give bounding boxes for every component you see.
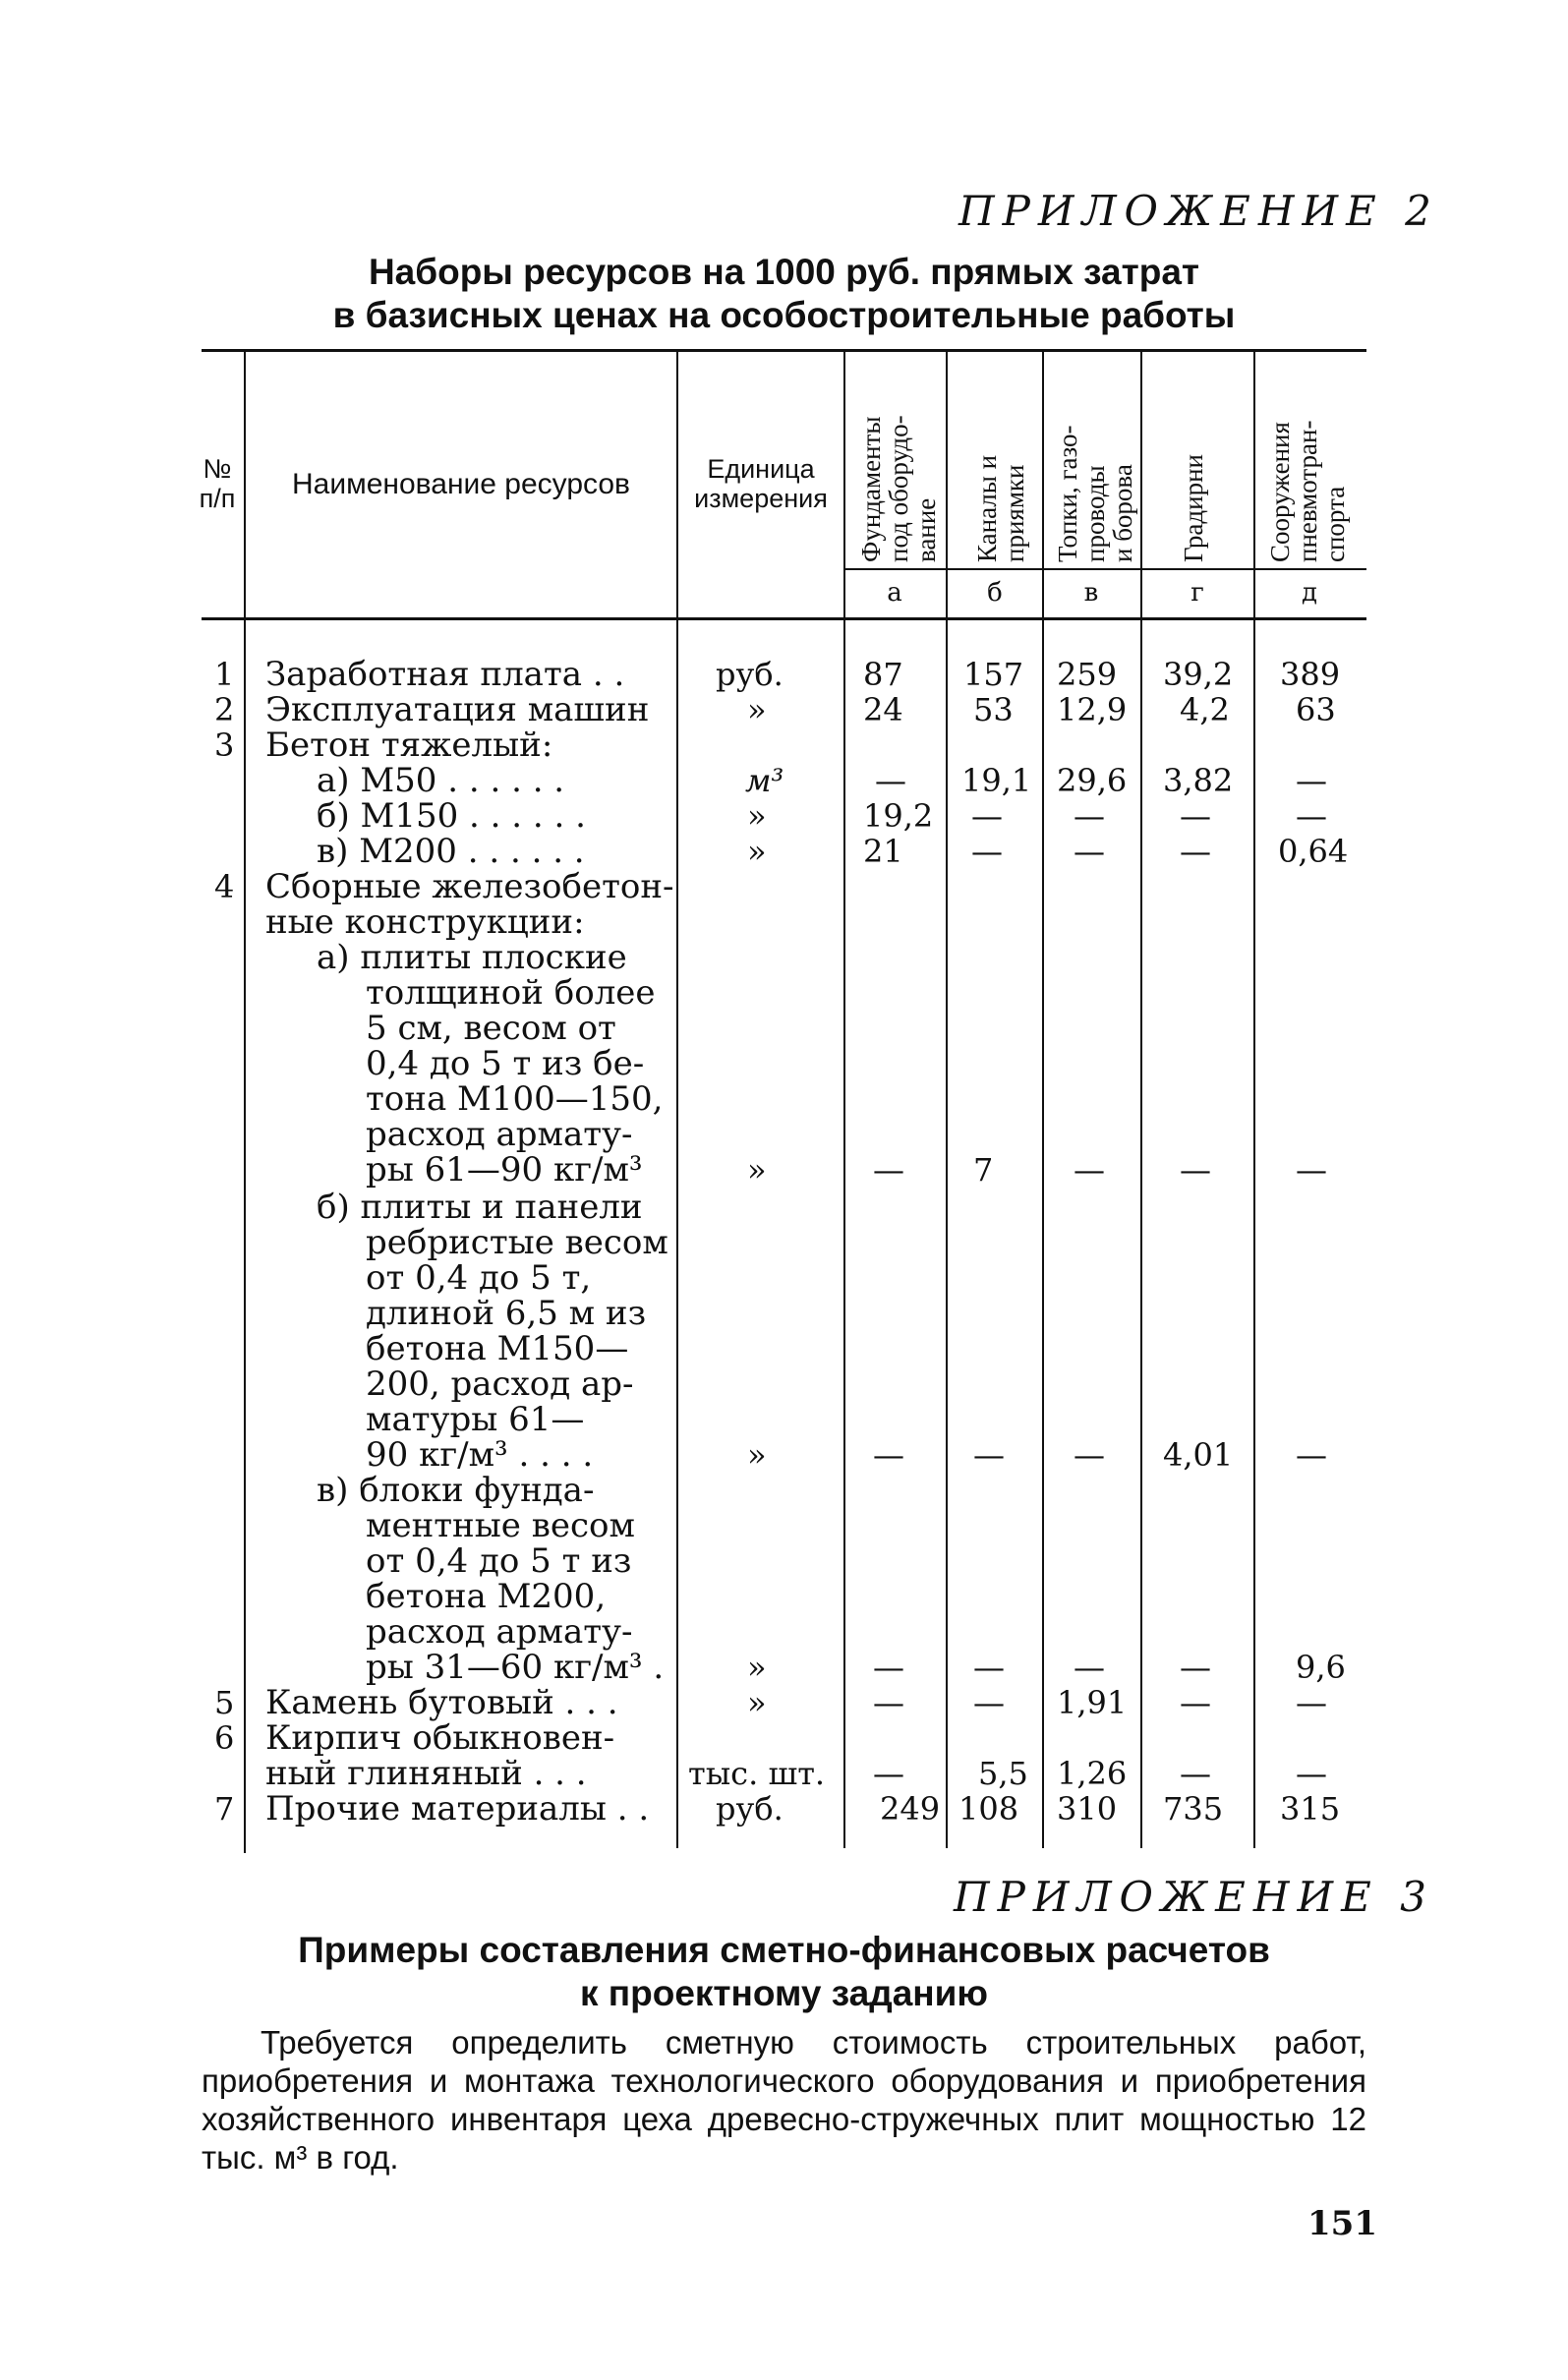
resource-name-line: Сборные железобетон-	[265, 867, 674, 906]
resource-name-line: ры 31—60 кг/м³ .	[366, 1648, 665, 1687]
unit: »	[747, 1436, 767, 1474]
section-title	[0, 1929, 1568, 2015]
col-rule-6	[1140, 349, 1142, 1848]
value-d: —	[1180, 1755, 1211, 1792]
resource-name-line: от 0,4 до 5 т,	[366, 1258, 592, 1298]
resource-name-line: расход армату-	[366, 1612, 633, 1652]
body-paragraph: Требуется определить сметную стоимость строительных работ, приобретения и монтажа технологического оборудования и приобретения хозяйственного инвентаря цеха древесно-стружечных плит мощностью 12 тыс. м³ в год.	[202, 2024, 1366, 2176]
resource-name-line: матуры 61—	[366, 1400, 585, 1439]
row-num: 2	[214, 691, 235, 728]
value-d: 735	[1163, 1790, 1224, 1828]
resource-name-line: ные конструкции:	[265, 902, 585, 942]
resource-name: Заработная плата . .	[265, 655, 625, 694]
col-letter-b: б	[987, 578, 1003, 608]
resource-name-line: 0,4 до 5 т из бе-	[366, 1044, 645, 1083]
value-e: —	[1296, 797, 1327, 835]
resource-name: а) М50 . . . . . .	[317, 761, 565, 800]
section-title-line2: к проектному заданию	[579, 1973, 988, 2013]
value-d: —	[1180, 833, 1211, 870]
value-c: —	[1074, 797, 1105, 835]
value-b: 108	[958, 1790, 1019, 1828]
value-c: 29,6	[1057, 762, 1128, 799]
section-title-line1: Примеры составления сметно-финансовых расчетов	[298, 1930, 1270, 1970]
resource-name-line: ры 61—90 кг/м³	[366, 1150, 643, 1190]
unit: м³	[745, 762, 784, 799]
resource-name-line: а) плиты плоские	[317, 938, 627, 977]
value-b: 7	[973, 1151, 994, 1189]
resource-name-line: ный глиняный . . .	[265, 1754, 587, 1793]
unit: »	[747, 833, 767, 870]
unit: »	[747, 1649, 767, 1686]
col-rule-4	[946, 349, 948, 1848]
page-number: 151	[1307, 2204, 1377, 2243]
header-bottom-rule	[202, 617, 1366, 620]
header-col-b: Каналы и приямки	[972, 454, 1029, 562]
value-a: —	[873, 1755, 904, 1792]
row-num: 1	[214, 656, 235, 693]
value-b: 53	[973, 691, 1014, 728]
header-name: Наименование ресурсов	[292, 468, 630, 500]
value-d: 39,2	[1163, 656, 1234, 693]
header-unit: Единица измерения	[694, 454, 828, 513]
header-col-a: Фундаменты под оборудо- вание	[856, 415, 941, 562]
resource-name: в) М200 . . . . . .	[317, 832, 585, 871]
appendix-3-label: ПРИЛОЖЕНИЕ 3	[954, 1873, 1434, 1921]
value-c: —	[1074, 833, 1105, 870]
col-rule-2	[676, 349, 678, 1848]
value-b: —	[971, 797, 1003, 835]
row-num: 3	[214, 726, 235, 764]
row-num: 7	[214, 1790, 235, 1828]
value-e: 63	[1296, 691, 1336, 728]
unit: »	[747, 1684, 767, 1721]
value-a: —	[873, 1649, 904, 1686]
value-e: —	[1296, 1755, 1327, 1792]
col-letter-e: д	[1301, 578, 1317, 608]
value-a: 24	[863, 691, 903, 728]
value-d: 4,01	[1163, 1436, 1234, 1474]
unit: »	[747, 691, 767, 728]
header-col-c: Топки, газо- проводы и борова	[1053, 425, 1137, 562]
value-c: —	[1074, 1649, 1105, 1686]
resource-name-line: в) блоки фунда-	[317, 1471, 595, 1510]
value-b: —	[973, 1436, 1005, 1474]
value-e: 315	[1280, 1790, 1341, 1828]
value-b: —	[973, 1684, 1005, 1721]
value-a: —	[875, 762, 906, 799]
value-c: —	[1074, 1436, 1105, 1474]
table-title	[0, 251, 1568, 337]
resource-name-line: б) плиты и панели	[317, 1188, 643, 1227]
table-title-line1: Наборы ресурсов на 1000 руб. прямых затрат	[368, 252, 1200, 292]
row-num: 4	[214, 868, 235, 905]
col-rule-7	[1253, 349, 1255, 1848]
value-d: 4,2	[1180, 691, 1230, 728]
value-b: —	[971, 833, 1003, 870]
col-letter-d: г	[1191, 578, 1204, 608]
value-a: 249	[880, 1790, 941, 1828]
value-c: 310	[1057, 1790, 1118, 1828]
row-num: 5	[214, 1684, 235, 1721]
resource-name: Эксплуатация машин	[265, 690, 650, 729]
value-d: —	[1180, 1151, 1211, 1189]
resource-name-line: Кирпич обыкновен-	[265, 1718, 615, 1758]
unit: руб.	[716, 656, 784, 693]
value-a: 21	[863, 833, 903, 870]
header-col-e: Сооружения пневмотран- спорта	[1265, 420, 1350, 562]
resource-name-line: расход армату-	[366, 1115, 633, 1154]
col-letter-a: а	[887, 578, 902, 608]
unit: »	[747, 797, 767, 835]
resource-name-line: ребристые весом	[366, 1223, 668, 1262]
value-a: —	[873, 1151, 904, 1189]
value-e: 0,64	[1278, 833, 1349, 870]
value-d: —	[1180, 1649, 1211, 1686]
appendix-2-label: ПРИЛОЖЕНИЕ 2	[958, 187, 1439, 235]
value-a: —	[873, 1436, 904, 1474]
value-c: —	[1074, 1151, 1105, 1189]
unit: руб.	[716, 1790, 784, 1828]
resource-name: Прочие материалы . .	[265, 1789, 650, 1829]
value-a: 19,2	[863, 797, 934, 835]
value-b: —	[973, 1649, 1005, 1686]
resource-name: Камень бутовый . . .	[265, 1683, 618, 1722]
unit: »	[747, 1151, 767, 1189]
header-num: № п/п	[199, 454, 236, 513]
row-num: 6	[214, 1719, 235, 1757]
resource-name-line: бетона М150—	[366, 1329, 629, 1368]
resource-name-line: тона М100—150,	[366, 1079, 664, 1119]
value-c: 12,9	[1057, 691, 1128, 728]
col-rule-3	[843, 349, 845, 1848]
value-e: —	[1296, 762, 1327, 799]
value-e: —	[1296, 1436, 1327, 1474]
resource-name-line: ментные весом	[366, 1506, 635, 1545]
value-a: 87	[863, 656, 903, 693]
letters-rule	[843, 568, 1366, 570]
unit: тыс. шт.	[688, 1755, 826, 1792]
value-a: —	[873, 1684, 904, 1721]
header-col-d: Градирни	[1179, 454, 1208, 562]
value-e: 389	[1280, 656, 1341, 693]
value-d: —	[1180, 1684, 1211, 1721]
col-letter-c: в	[1083, 578, 1099, 608]
resource-name-line: 200, расход ар-	[366, 1364, 634, 1404]
value-d: 3,82	[1163, 762, 1234, 799]
value-c: 1,26	[1057, 1755, 1128, 1792]
resource-name-line: 5 см, весом от	[366, 1009, 616, 1048]
table-top-rule	[202, 349, 1366, 352]
resource-name-line: бетона М200,	[366, 1577, 607, 1616]
value-d: —	[1180, 797, 1211, 835]
col-rule-1	[244, 349, 246, 1853]
value-b: 5,5	[978, 1755, 1028, 1792]
resource-name-line: толщиной более	[366, 973, 656, 1013]
table-title-line2: в базисных ценах на особостроительные работы	[332, 295, 1236, 335]
value-c: 259	[1057, 656, 1118, 693]
value-b: 157	[963, 656, 1024, 693]
value-e: —	[1296, 1151, 1327, 1189]
col-rule-5	[1042, 349, 1044, 1848]
resource-name-line: от 0,4 до 5 т из	[366, 1541, 632, 1581]
value-e: 9,6	[1296, 1649, 1346, 1686]
value-b: 19,1	[961, 762, 1032, 799]
value-c: 1,91	[1057, 1684, 1128, 1721]
value-e: —	[1296, 1684, 1327, 1721]
resource-name-line: 90 кг/м³ . . . .	[366, 1435, 594, 1475]
resource-name: б) М150 . . . . . .	[317, 796, 586, 836]
resource-name: Бетон тяжелый:	[265, 726, 553, 765]
resource-name-line: длиной 6,5 м из	[366, 1294, 647, 1333]
